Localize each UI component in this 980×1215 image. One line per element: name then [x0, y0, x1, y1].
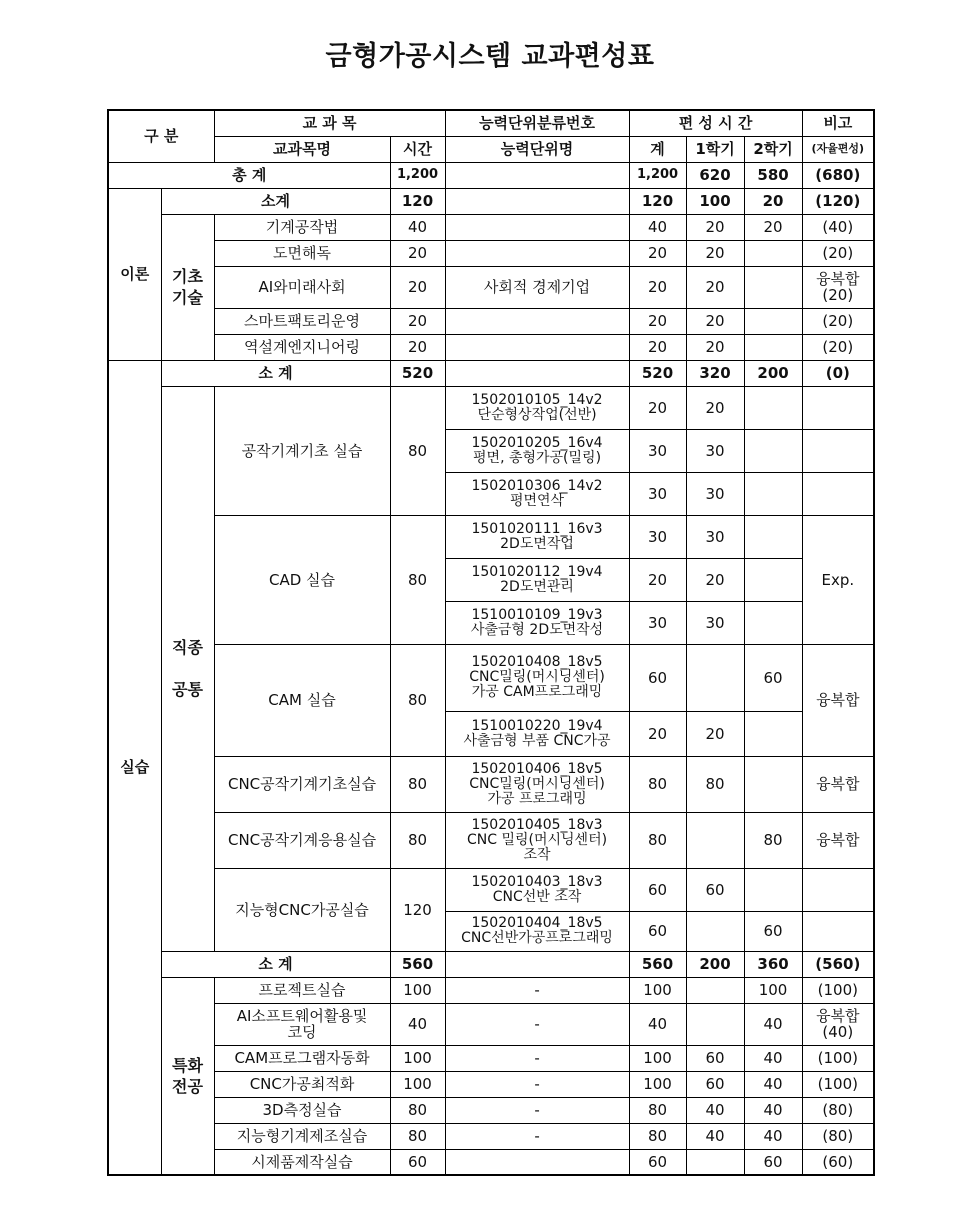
hours-sum: 30: [629, 515, 686, 558]
total-sem2: 580: [744, 162, 802, 188]
subtotal-hours: 560: [390, 951, 445, 977]
hours-sum: 60: [629, 644, 686, 711]
ncs-unit: [445, 429, 629, 472]
header-subject-group: 교 과 목: [214, 110, 445, 136]
subtotal-unit: [445, 360, 629, 386]
header-row-2: [108, 136, 874, 162]
subject-name: AI와미래사회: [214, 266, 390, 308]
ncs-unit: [445, 515, 629, 558]
header-subject-name: 교과목명: [214, 136, 390, 162]
hours-sum: 40: [629, 1003, 686, 1045]
hours-sem2: [744, 711, 802, 756]
hours-sum: 60: [629, 1149, 686, 1175]
category-theory: 이론: [108, 188, 161, 360]
unit-name: [445, 240, 629, 266]
hours-sem1: 40: [686, 1097, 744, 1123]
subtotal-hours: 120: [390, 188, 445, 214]
hours-sem2: 60: [744, 644, 802, 711]
subject-name: 역설계엔지니어링: [214, 334, 390, 360]
ncs-code: 1510010220_19v4: [471, 717, 603, 734]
special-row: [108, 1045, 874, 1071]
remark: (80): [802, 1123, 874, 1149]
unit-name: -: [445, 1097, 629, 1123]
hours-sem2: [744, 558, 802, 601]
ncs-unit: [445, 472, 629, 515]
hours-sum: 80: [629, 756, 686, 812]
subject-hours: 80: [390, 515, 445, 644]
total-sem1: 620: [686, 162, 744, 188]
unit-name: -: [445, 1123, 629, 1149]
hours-sem1: 30: [686, 472, 744, 515]
subject-hours: 40: [390, 1003, 445, 1045]
subject-name: 스마트팩토리운영: [214, 308, 390, 334]
hours-sem1: 40: [686, 1123, 744, 1149]
remark: [802, 472, 874, 515]
subject-hours: 80: [390, 1097, 445, 1123]
ncs-unit-name: CNC밀링(머시닝센터) 가공 프로그래밍: [469, 775, 605, 807]
remark: (80): [802, 1097, 874, 1123]
hours-sum: 40: [629, 214, 686, 240]
subject-name: CNC공작기계기초실습: [214, 756, 390, 812]
subject-name: 3D측정실습: [214, 1097, 390, 1123]
unit-name: [445, 214, 629, 240]
subtotal-label: 소계: [161, 188, 390, 214]
ncs-unit: [445, 386, 629, 429]
subject-name: CNC공작기계응용실습: [214, 812, 390, 868]
hours-sem1: 60: [686, 1071, 744, 1097]
subject-name: 지능형기계제조실습: [214, 1123, 390, 1149]
subtotal-remark: (560): [802, 951, 874, 977]
remark: (60): [802, 1149, 874, 1175]
category-practice: 실습: [108, 360, 161, 1175]
special-row: [108, 1003, 874, 1045]
hours-sem1: 30: [686, 429, 744, 472]
ncs-unit-name: 사출금형 부품 CNC가공: [463, 732, 611, 749]
subcategory-basic-tech: 기초 기술: [161, 214, 214, 360]
subtotal-sem2: 360: [744, 951, 802, 977]
subject-name: 기계공작법: [214, 214, 390, 240]
ncs-unit: [445, 911, 629, 951]
subject-hours: 20: [390, 308, 445, 334]
subject-hours: 80: [390, 756, 445, 812]
total-row: [108, 162, 874, 188]
hours-sem1: [686, 911, 744, 951]
remark: 융복합: [802, 756, 874, 812]
practice-unit-row: [108, 386, 874, 429]
hours-sem2: 60: [744, 1149, 802, 1175]
ncs-code: 1502010406_18v5: [471, 760, 603, 777]
remark: (100): [802, 977, 874, 1003]
hours-sem2: 20: [744, 214, 802, 240]
hours-sem1: 60: [686, 868, 744, 911]
hours-sum: 80: [629, 812, 686, 868]
remark: [802, 429, 874, 472]
hours-sem2: [744, 601, 802, 644]
hours-sem1: 20: [686, 334, 744, 360]
subtotal-sum: 520: [629, 360, 686, 386]
ncs-unit: [445, 711, 629, 756]
hours-sem2: 40: [744, 1097, 802, 1123]
ncs-code: 1502010306_14v2: [471, 477, 603, 494]
practice-unit-row: [108, 812, 874, 868]
practice-unit-row: [108, 868, 874, 911]
page-title: 금형가공시스템 교과편성표: [325, 41, 655, 72]
total-unit: [445, 162, 629, 188]
remark: (100): [802, 1045, 874, 1071]
remark: (20): [802, 240, 874, 266]
subject-hours: 80: [390, 386, 445, 515]
unit-name: -: [445, 1003, 629, 1045]
subject-name: CAM프로그램자동화: [214, 1045, 390, 1071]
hours-sem1: 80: [686, 756, 744, 812]
hours-sum: 20: [629, 711, 686, 756]
ncs-unit-name: 단순형상작업(선반): [477, 406, 597, 423]
header-hours-group: 편 성 시 간: [629, 110, 802, 136]
hours-sem2: 40: [744, 1045, 802, 1071]
curriculum-table: [107, 109, 875, 1176]
theory-row: [108, 308, 874, 334]
hours-sem2: [744, 334, 802, 360]
hours-sem1: [686, 812, 744, 868]
hours-sum: 100: [629, 977, 686, 1003]
subject-hours: 80: [390, 812, 445, 868]
remark: (20): [802, 308, 874, 334]
header-remark: 비고: [802, 110, 874, 136]
ncs-unit-name: 평면, 총형가공(밀링): [473, 449, 602, 466]
subject-name: 프로젝트실습: [214, 977, 390, 1003]
hours-sum: 30: [629, 429, 686, 472]
curriculum-body: [108, 110, 874, 1175]
header-time: 시간: [390, 136, 445, 162]
remark: (100): [802, 1071, 874, 1097]
subject-hours: 80: [390, 644, 445, 756]
ncs-unit: [445, 644, 629, 711]
ncs-code: 1501020112_19v4: [471, 563, 603, 580]
hours-sum: 80: [629, 1123, 686, 1149]
ncs-code: 1502010408_18v5: [471, 654, 603, 670]
hours-sem2: 40: [744, 1003, 802, 1045]
subtotal-sem2: 20: [744, 188, 802, 214]
remark: 융복합: [802, 644, 874, 756]
theory-row: [108, 266, 874, 308]
subtotal-label: 소 계: [161, 360, 390, 386]
hours-sem2: [744, 429, 802, 472]
subtotal-sem2: 200: [744, 360, 802, 386]
subject-hours: 120: [390, 868, 445, 951]
hours-sem1: 30: [686, 601, 744, 644]
ncs-unit-name: 2D도면작업: [500, 535, 574, 552]
practice-common-subtotal-row: [108, 360, 874, 386]
hours-sum: 100: [629, 1071, 686, 1097]
subtotal-remark: (0): [802, 360, 874, 386]
total-remark: (680): [802, 162, 874, 188]
remark: Exp.: [802, 515, 874, 644]
ncs-unit-name: 2D도면관리: [500, 578, 574, 595]
subject-hours: 20: [390, 240, 445, 266]
subject-hours: 60: [390, 1149, 445, 1175]
special-row: [108, 1071, 874, 1097]
header-sum: 계: [629, 136, 686, 162]
hours-sem2: [744, 386, 802, 429]
hours-sem2: [744, 756, 802, 812]
subject-name: CAM 실습: [214, 644, 390, 756]
hours-sem2: [744, 472, 802, 515]
subtotal-label: 소 계: [161, 951, 390, 977]
ncs-code: 1502010105_14v2: [471, 391, 603, 408]
special-row: [108, 1149, 874, 1175]
hours-sem2: 60: [744, 911, 802, 951]
hours-sem1: 20: [686, 386, 744, 429]
subject-name: 시제품제작실습: [214, 1149, 390, 1175]
ncs-unit-name: 평면연삭: [509, 492, 565, 509]
ncs-unit: [445, 558, 629, 601]
hours-sem2: 40: [744, 1123, 802, 1149]
subject-hours: 80: [390, 1123, 445, 1149]
subtotal-unit: [445, 951, 629, 977]
hours-sum: 80: [629, 1097, 686, 1123]
total-hours: 1,200: [390, 162, 445, 188]
ncs-code: 1502010403_18v3: [471, 873, 603, 890]
hours-sum: 20: [629, 308, 686, 334]
hours-sum: 100: [629, 1045, 686, 1071]
ncs-unit: [445, 812, 629, 868]
subject-hours: 40: [390, 214, 445, 240]
remark: [802, 911, 874, 951]
hours-sem1: [686, 1003, 744, 1045]
subject-name: 공작기계기초 실습: [214, 386, 390, 515]
theory-subtotal-row: [108, 188, 874, 214]
unit-name: -: [445, 1071, 629, 1097]
hours-sem1: 20: [686, 308, 744, 334]
remark: [802, 868, 874, 911]
ncs-unit-name: 사출금형 2D도면작성: [470, 621, 604, 638]
special-row: [108, 1123, 874, 1149]
subtotal-sem1: 320: [686, 360, 744, 386]
remark: [802, 386, 874, 429]
hours-sem1: [686, 977, 744, 1003]
hours-sem2: [744, 240, 802, 266]
hours-sem1: 20: [686, 266, 744, 308]
subtotal-sem1: 200: [686, 951, 744, 977]
hours-sem1: 30: [686, 515, 744, 558]
header-ncs-code: 능력단위분류번호: [445, 110, 629, 136]
header-unit-name: 능력단위명: [445, 136, 629, 162]
special-row: [108, 977, 874, 1003]
hours-sem2: [744, 515, 802, 558]
header-self-organized: (자율편성): [802, 136, 874, 162]
ncs-unit-name: CNC선반가공프로그래밍: [461, 930, 613, 946]
theory-row: [108, 214, 874, 240]
hours-sum: 20: [629, 558, 686, 601]
subject-name: 도면해독: [214, 240, 390, 266]
hours-sum: 20: [629, 266, 686, 308]
subtotal-unit: [445, 188, 629, 214]
remark: 융복합 (40): [802, 1003, 874, 1045]
hours-sem2: 40: [744, 1071, 802, 1097]
header-sem1: 1학기: [686, 136, 744, 162]
hours-sem2: 100: [744, 977, 802, 1003]
subject-hours: 100: [390, 1071, 445, 1097]
practice-unit-row: [108, 644, 874, 711]
subject-hours: 20: [390, 266, 445, 308]
hours-sem1: [686, 1149, 744, 1175]
ncs-code: 1501020111_16v3: [471, 520, 603, 537]
hours-sum: 30: [629, 601, 686, 644]
ncs-unit-name: CNC 밀링(머시닝센터) 조작: [466, 831, 608, 863]
special-row: [108, 1097, 874, 1123]
ncs-unit: [445, 756, 629, 812]
subtotal-sem1: 100: [686, 188, 744, 214]
total-sum: 1,200: [629, 162, 686, 188]
header-sem2: 2학기: [744, 136, 802, 162]
ncs-code: 1502010205_16v4: [471, 434, 603, 451]
hours-sem2: [744, 266, 802, 308]
hours-sum: 60: [629, 868, 686, 911]
subtotal-remark: (120): [802, 188, 874, 214]
ncs-unit: [445, 601, 629, 644]
hours-sem1: 20: [686, 711, 744, 756]
ncs-unit: [445, 868, 629, 911]
hours-sum: 20: [629, 240, 686, 266]
theory-row: [108, 240, 874, 266]
hours-sem1: [686, 644, 744, 711]
hours-sum: 30: [629, 472, 686, 515]
subtotal-sum: 560: [629, 951, 686, 977]
subject-name: AI소프트웨어활용및 코딩: [214, 1003, 390, 1045]
subject-name: 지능형CNC가공실습: [214, 868, 390, 951]
hours-sum: 60: [629, 911, 686, 951]
ncs-code: 1510010109_19v3: [471, 606, 603, 623]
subcategory-common: 직종 공통: [161, 386, 214, 951]
header-row-1: [108, 110, 874, 136]
unit-name: -: [445, 977, 629, 1003]
practice-unit-row: [108, 515, 874, 558]
hours-sum: 20: [629, 334, 686, 360]
subject-name: CNC가공최적화: [214, 1071, 390, 1097]
hours-sem1: 20: [686, 240, 744, 266]
remark: (40): [802, 214, 874, 240]
hours-sem2: 80: [744, 812, 802, 868]
unit-name: -: [445, 1045, 629, 1071]
hours-sum: 20: [629, 386, 686, 429]
ncs-code: 1502010404_18v5: [471, 915, 603, 931]
ncs-code: 1502010405_18v3: [471, 816, 603, 833]
hours-sem1: 20: [686, 214, 744, 240]
remark: 융복합 (20): [802, 266, 874, 308]
total-label: 총 계: [108, 162, 390, 188]
subject-hours: 20: [390, 334, 445, 360]
header-gubun: 구 분: [108, 110, 214, 162]
unit-name: [445, 308, 629, 334]
subject-hours: 100: [390, 1045, 445, 1071]
subject-hours: 100: [390, 977, 445, 1003]
remark: 융복합: [802, 812, 874, 868]
subtotal-hours: 520: [390, 360, 445, 386]
theory-row: [108, 334, 874, 360]
practice-unit-row: [108, 756, 874, 812]
ncs-unit-name: CNC선반 조작: [492, 888, 582, 905]
subcategory-special: 특화 전공: [161, 977, 214, 1175]
practice-special-subtotal-row: [108, 951, 874, 977]
hours-sem2: [744, 308, 802, 334]
subject-name: CAD 실습: [214, 515, 390, 644]
unit-name: [445, 334, 629, 360]
hours-sem1: 60: [686, 1045, 744, 1071]
subtotal-sum: 120: [629, 188, 686, 214]
hours-sem2: [744, 868, 802, 911]
hours-sem1: 20: [686, 558, 744, 601]
unit-name: [445, 1149, 629, 1175]
ncs-unit-name: CNC밀링(머시닝센터) 가공 CAM프로그래밍: [469, 669, 605, 700]
remark: (20): [802, 334, 874, 360]
unit-name: 사회적 경제기업: [445, 266, 629, 308]
